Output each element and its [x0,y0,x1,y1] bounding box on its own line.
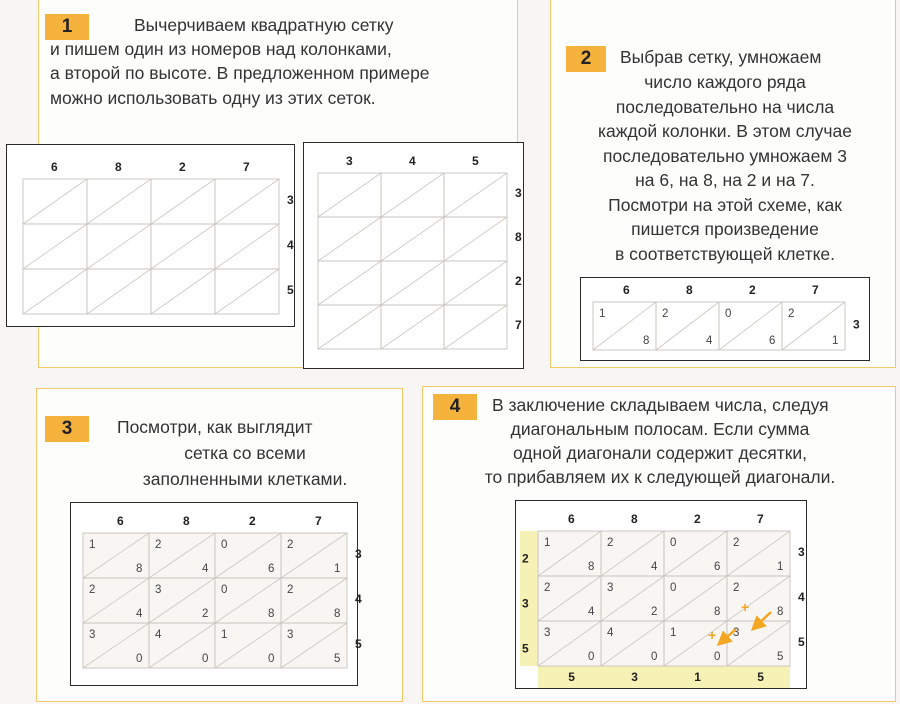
column-header: 2 [179,160,186,174]
column-header: 4 [409,154,416,168]
diagonal-sum-left: 3 [522,596,529,611]
step-2-line-6: на 6, на 8, на 2 и на 7. [635,170,815,190]
cell-units-digit: 5 [334,653,341,665]
row-header: 3 [853,317,860,332]
step-3-line-2: сетка со всеми [184,443,306,463]
step-3-grid-svg [71,503,362,687]
step-2-line-9: в соответствующей клетке. [614,244,836,264]
diagonal-sum-bottom: 1 [694,670,701,684]
row-header: 3 [798,544,805,559]
cell-units-digit: 6 [769,335,776,347]
diagonal-sum-left: 5 [522,641,529,656]
column-header: 6 [623,283,630,297]
cell-tens-digit: 1 [599,308,606,320]
diagonal-sum-bottom: 3 [631,670,638,684]
column-header: 6 [117,514,124,528]
cell-units-digit: 0 [588,651,595,663]
cell-tens-digit: 2 [733,537,740,549]
row-header: 2 [515,274,522,289]
row-header: 4 [798,589,805,604]
step-2-line-1: Выбрав сетку, умножаем [620,47,822,67]
column-header: 7 [757,512,764,526]
cell-tens-digit: 2 [287,584,294,596]
cell-units-digit: 4 [706,335,713,347]
cell-tens-digit: 1 [670,627,677,639]
step-2-line-8: пишется произведение [631,219,819,239]
cell-tens-digit: 1 [221,629,228,641]
step-2-grid [580,277,870,361]
cell-units-digit: 4 [136,608,143,620]
cell-units-digit: 8 [643,335,650,347]
cell-diagonal [215,179,279,224]
cell-units-digit: 6 [268,563,275,575]
step-3-line-1: Посмотри, как выглядит [117,417,313,437]
cell-diagonal [215,269,279,314]
cell-diagonal [318,305,381,349]
cell-units-digit: 2 [651,606,658,618]
cell-diagonal [23,269,87,314]
bottom-sum-band [538,666,790,688]
cell-tens-digit: 4 [607,627,614,639]
column-header: 2 [749,283,756,297]
step-3-line-3: заполненными клетками. [142,469,348,489]
cell-diagonal [23,224,87,269]
column-header: 8 [183,514,190,528]
step-1-line-1: Вычерчиваем квадратную сетку [134,15,394,35]
cell-tens-digit: 3 [155,584,162,596]
column-header: 8 [115,160,122,174]
cell-tens-digit: 1 [89,539,96,551]
column-header: 7 [243,160,250,174]
row-header: 3 [287,192,294,207]
cell-diagonal [318,173,381,217]
cell-diagonal [151,224,215,269]
carry-plus-sign: + [708,627,717,643]
cell-diagonal [444,261,507,305]
cell-tens-digit: 3 [89,629,96,641]
cell-diagonal [444,305,507,349]
cell-units-digit: 1 [334,563,341,575]
cell-diagonal [318,217,381,261]
cell-units-digit: 8 [714,606,721,618]
step-1-line-2: и пишем один из номеров над колонками, [50,39,392,59]
cell-tens-digit: 2 [89,584,96,596]
cell-tens-digit: 2 [788,308,795,320]
step-3-badge: 3 [45,416,89,442]
step-4-line-2: диагональным полосам. Если сумма [510,419,810,439]
column-header: 6 [51,160,58,174]
cell-units-digit: 8 [777,606,784,618]
row-header: 3 [515,186,522,201]
step-2-badge: 2 [566,46,606,72]
cell-units-digit: 8 [136,563,143,575]
cell-units-digit: 5 [777,651,784,663]
row-header: 8 [515,230,522,245]
cell-units-digit: 0 [651,651,658,663]
cell-units-digit: 0 [136,653,143,665]
cell-tens-digit: 2 [287,539,294,551]
diagonal-sum-bottom: 5 [568,670,575,684]
cell-diagonal [87,269,151,314]
cell-diagonal [381,217,444,261]
cell-tens-digit: 0 [221,584,228,596]
cell-tens-digit: 1 [544,537,551,549]
diagonal-sum-bottom: 5 [757,670,764,684]
cell-units-digit: 1 [832,335,839,347]
cell-diagonal [23,179,87,224]
step-1-badge: 1 [45,14,89,40]
carry-plus-sign: + [741,599,750,615]
cell-diagonal [215,224,279,269]
row-header: 3 [355,546,362,561]
column-header: 3 [346,154,353,168]
step-4-line-1: В заключение складываем числа, следуя [492,395,829,415]
step-2-line-5: последовательно умножаем 3 [602,146,848,166]
row-header: 4 [287,237,294,252]
row-header: 5 [355,636,362,651]
cell-units-digit: 2 [202,608,209,620]
cell-diagonal [381,173,444,217]
cell-tens-digit: 0 [221,539,228,551]
cell-units-digit: 1 [777,561,784,573]
cell-diagonal [87,179,151,224]
cell-diagonal [381,305,444,349]
cell-tens-digit: 2 [544,582,551,594]
column-header: 5 [472,154,479,168]
column-header: 2 [249,514,256,528]
cell-units-digit: 4 [651,561,658,573]
step-2-line-7: Посмотри на этой схеме, как [608,195,842,215]
step-2-grid-svg [581,278,871,362]
cell-diagonal [381,261,444,305]
step-2-line-4: каждой колонки. В этом случае [597,121,853,141]
step-4-grid-svg [516,501,808,690]
cell-tens-digit: 2 [662,308,669,320]
cell-diagonal [444,217,507,261]
step-1-grid-b [303,142,524,369]
grid-b-svg [304,143,525,370]
row-header: 7 [515,318,522,333]
row-header: 5 [798,634,805,649]
column-header: 8 [686,283,693,297]
cell-tens-digit: 3 [544,627,551,639]
cell-units-digit: 8 [588,561,595,573]
row-header: 4 [355,591,362,606]
row-header: 5 [287,282,294,297]
cell-tens-digit: 0 [670,582,677,594]
cell-units-digit: 8 [268,608,275,620]
step-1-line-4: можно использовать одну из этих сеток. [50,88,376,108]
cell-diagonal [87,224,151,269]
cell-units-digit: 8 [334,608,341,620]
cell-tens-digit: 4 [155,629,162,641]
diagonal-sum-left: 2 [522,551,529,566]
step-3-grid [70,502,362,686]
cell-tens-digit: 3 [287,629,294,641]
column-header: 7 [812,283,819,297]
step-1-grid-a [6,144,295,327]
step-4-line-3: одной диагонали содержит десятки, [512,443,808,463]
cell-tens-digit: 0 [725,308,732,320]
grid-a-svg [7,145,296,328]
cell-units-digit: 4 [588,606,595,618]
cell-tens-digit: 2 [733,582,740,594]
cell-units-digit: 6 [714,561,721,573]
step-2-line-2: число каждого ряда [644,72,806,92]
cell-tens-digit: 3 [733,627,740,639]
cell-tens-digit: 0 [670,537,677,549]
cell-units-digit: 4 [202,563,209,575]
column-header: 8 [631,512,638,526]
cell-diagonal [318,261,381,305]
column-header: 7 [315,514,322,528]
column-header: 2 [694,512,701,526]
cell-diagonal [151,269,215,314]
cell-diagonal [151,179,215,224]
cell-units-digit: 0 [268,653,275,665]
step-4-line-4: то прибавляем их к следующей диагонали. [484,467,836,487]
cell-diagonal [444,173,507,217]
cell-tens-digit: 2 [155,539,162,551]
cell-tens-digit: 3 [607,582,614,594]
step-4-grid [515,500,807,689]
step-4-badge: 4 [433,394,477,420]
column-header: 6 [568,512,575,526]
step-1-line-3: а второй по высоте. В предложенном примере [50,63,430,83]
cell-units-digit: 0 [202,653,209,665]
cell-tens-digit: 2 [607,537,614,549]
cell-units-digit: 0 [714,651,721,663]
step-2-line-3: последовательно на числа [615,97,835,117]
